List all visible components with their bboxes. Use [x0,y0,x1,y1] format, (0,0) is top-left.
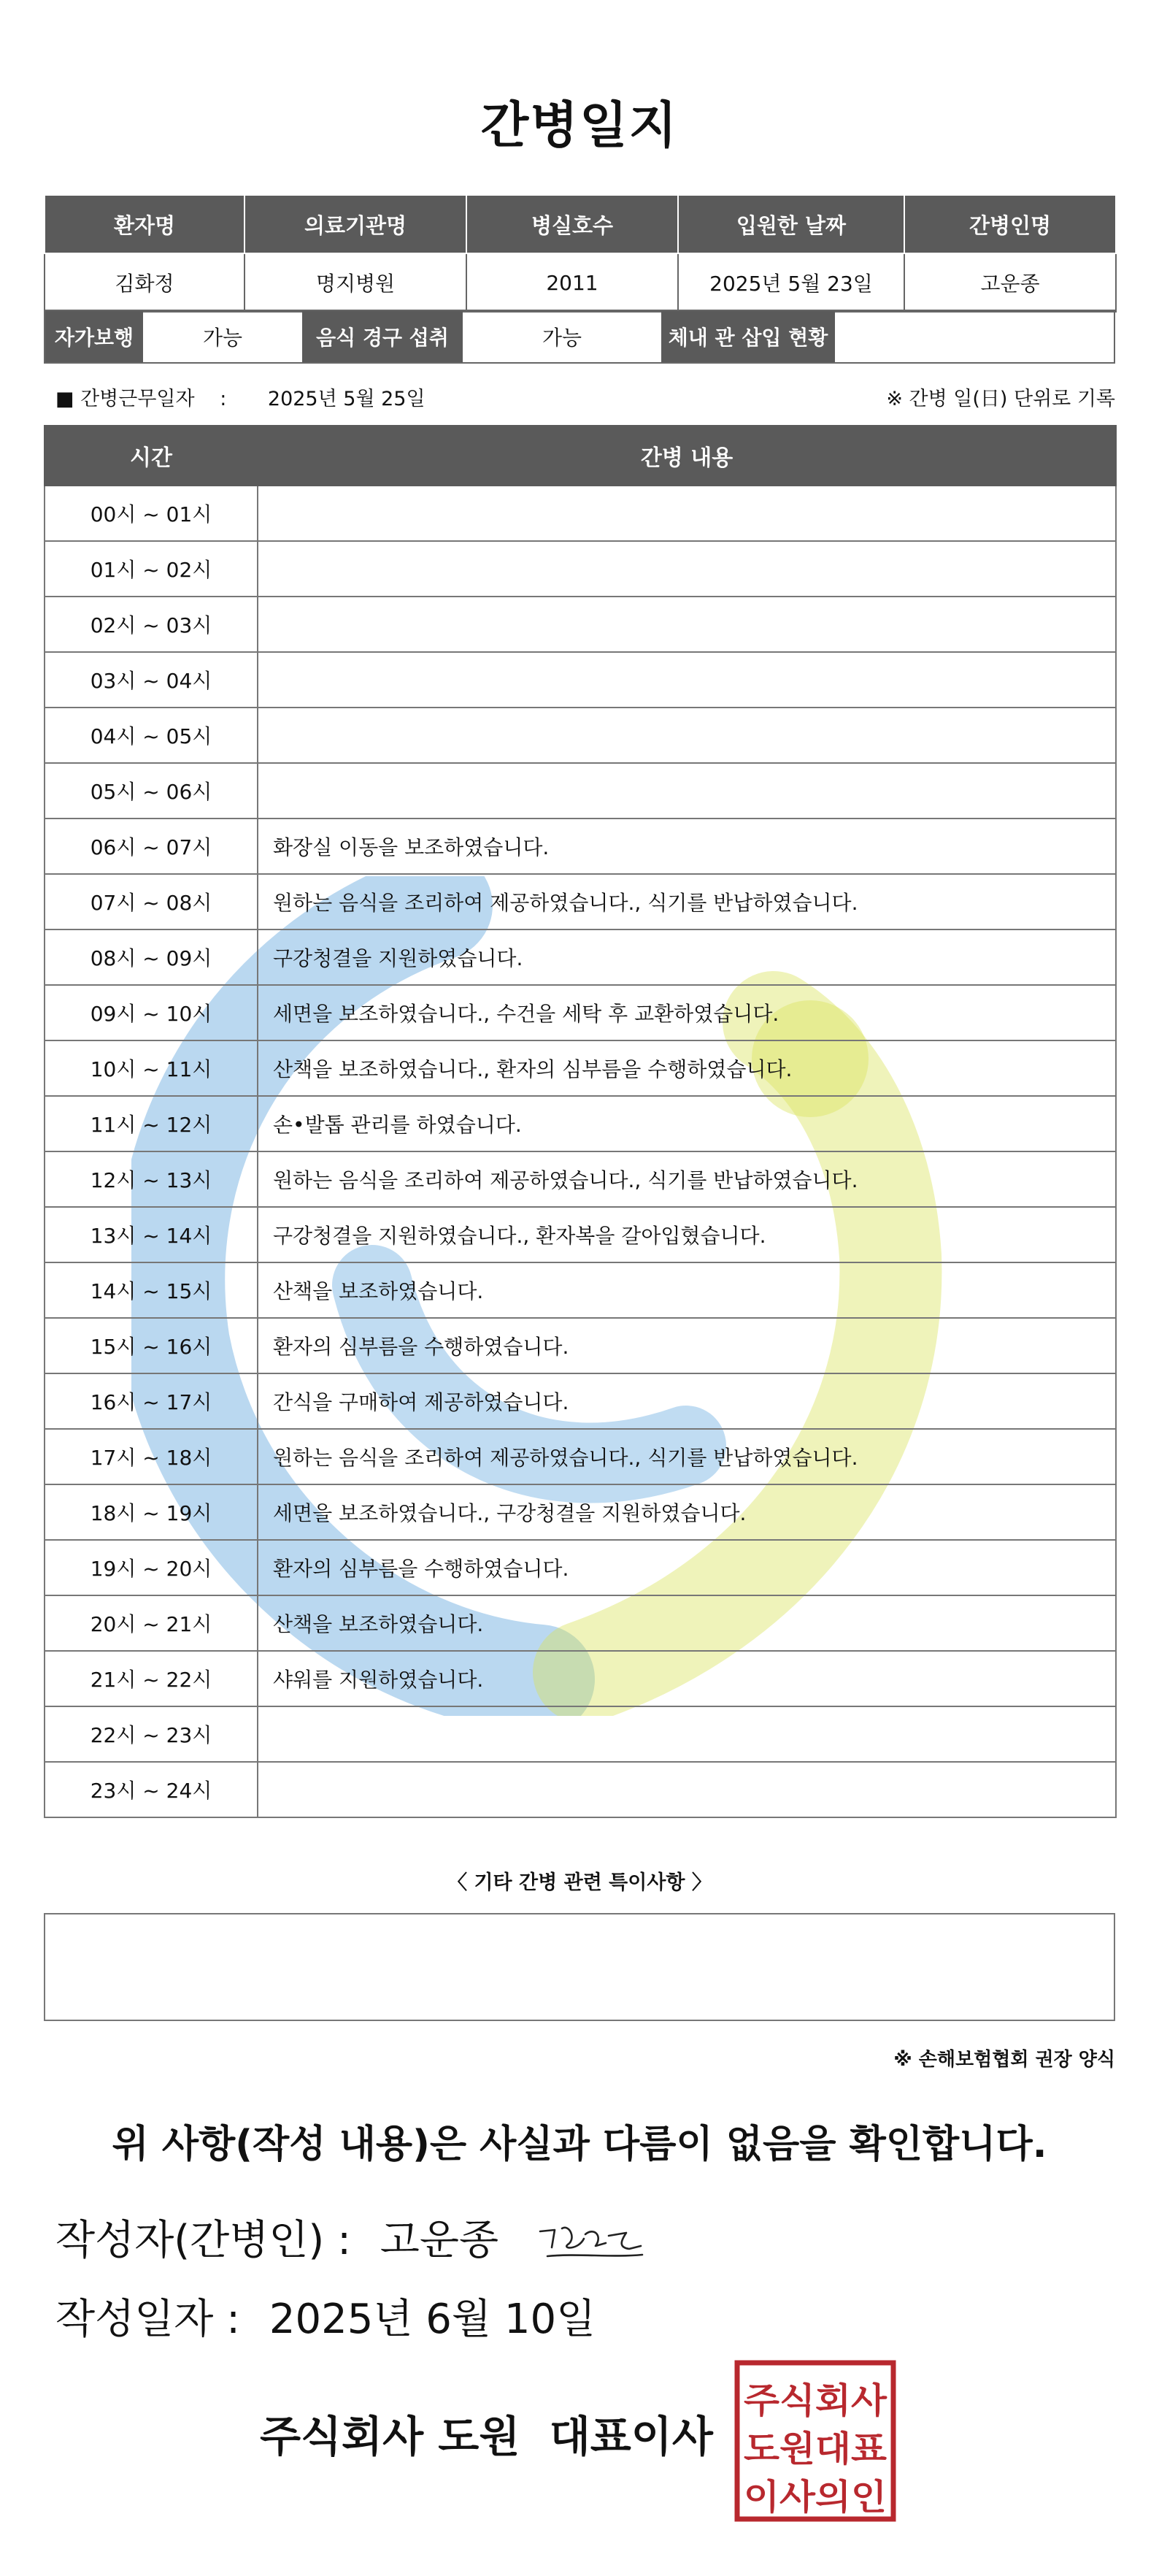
row-content: 화장실 이동을 보조하였습니다. [258,819,1116,874]
work-date-sep: : [220,388,227,410]
unit-note: ※ 간병 일(日) 단위로 기록 [886,388,1115,410]
table-row [45,708,1116,763]
table-row [45,929,1116,985]
room-value: 2011 [466,253,678,312]
company-signature: 주식회사 도원 대표이사 [260,2412,713,2461]
row-time: 14시 ~ 15시 [45,1262,258,1318]
row-time: 20시 ~ 21시 [45,1595,258,1651]
row-content: 구강청결을 지원하였습니다., 환자복을 갈아입혔습니다. [258,1207,1116,1262]
hospital-value: 명지병원 [244,253,466,312]
page-title: 간병일지 [480,97,679,155]
row-time: 04시 ~ 05시 [45,708,258,763]
row-time: 08시 ~ 09시 [45,929,258,985]
seal-line-2: 도원대표 [744,2429,887,2469]
signature-icon [533,2217,650,2268]
table-row [45,763,1116,819]
table-row [45,541,1116,597]
company-seal-icon [734,2360,896,2522]
row-content [258,763,1116,819]
writer-label: 작성자(간병인) : [55,2217,351,2264]
care-log-rows [45,486,1116,1817]
header-patient-name: 환자명 [45,195,244,253]
table-row [45,1151,1116,1207]
row-content: 산책을 보조하였습니다. [258,1262,1116,1318]
table-row [45,1540,1116,1595]
row-time: 10시 ~ 11시 [45,1040,258,1096]
header-caregiver: 간병인명 [904,195,1116,253]
row-time: 21시 ~ 22시 [45,1651,258,1706]
row-content: 환자의 심부름을 수행하였습니다. [258,1540,1116,1595]
header-admission-date: 입원한 날짜 [678,195,904,253]
row-content: 산책을 보조하였습니다., 환자의 심부름을 수행하였습니다. [258,1040,1116,1096]
table-row [45,1040,1116,1096]
table-row [45,1706,1116,1762]
tube-label: 체내 관 삽입 현황 [661,311,835,362]
row-content [258,1762,1116,1817]
row-content: 원하는 음식을 조리하여 제공하였습니다., 식기를 반납하였습니다. [258,1429,1116,1484]
row-time: 05시 ~ 06시 [45,763,258,819]
table-row [45,819,1116,874]
table-row [45,486,1116,541]
row-time: 22시 ~ 23시 [45,1706,258,1762]
row-time: 09시 ~ 10시 [45,985,258,1040]
header-room: 병실호수 [466,195,678,253]
row-content: 원하는 음식을 조리하여 제공하였습니다., 식기를 반납하였습니다. [258,1151,1116,1207]
row-content: 원하는 음식을 조리하여 제공하였습니다., 식기를 반납하였습니다. [258,874,1116,929]
row-time: 19시 ~ 20시 [45,1540,258,1595]
row-time: 17시 ~ 18시 [45,1429,258,1484]
tube-value [835,311,1114,362]
table-row [45,1484,1116,1540]
table-row [45,985,1116,1040]
table-row [45,1373,1116,1429]
table-row [45,1096,1116,1151]
row-content [258,541,1116,597]
notes-heading: 〈 기타 간병 관련 특이사항 〉 [447,1871,712,1894]
row-time: 01시 ~ 02시 [45,541,258,597]
row-content: 세면을 보조하였습니다., 구강청결을 지원하였습니다. [258,1484,1116,1540]
row-time: 15시 ~ 16시 [45,1318,258,1373]
patient-name-value: 김화정 [45,253,244,312]
row-time: 13시 ~ 14시 [45,1207,258,1262]
row-content: 샤워를 지원하였습니다. [258,1651,1116,1706]
confirmation-statement: 위 사항(작성 내용)은 사실과 다름이 없음을 확인합니다. [112,2123,1047,2166]
row-content [258,597,1116,652]
table-row [45,1762,1116,1817]
writer-name: 고운종 [380,2217,499,2264]
work-date-value: 2025년 5월 25일 [267,388,426,410]
row-time: 11시 ~ 12시 [45,1096,258,1151]
notes-box [44,1913,1115,2021]
walk-value: 가능 [202,326,243,350]
row-content: 산책을 보조하였습니다. [258,1595,1116,1651]
writer-line [55,2208,498,2266]
row-content [258,486,1116,541]
written-date-value: 2025년 6월 10일 [269,2296,596,2343]
patient-info-table [44,194,1117,313]
admission-date-value: 2025년 5월 23일 [678,253,904,312]
seal-line-3: 이사의인 [744,2477,887,2518]
written-date-line [55,2287,596,2345]
header-content: 간병 내용 [258,426,1116,486]
care-log-table [44,425,1117,1818]
table-row [45,1318,1116,1373]
work-date-label: ■ 간병근무일자 [55,388,195,410]
table-row [45,597,1116,652]
header-hospital: 의료기관명 [244,195,466,253]
written-date-label: 작성일자 : [55,2296,241,2343]
recommendation-note: ※ 손해보험협회 권장 양식 [893,2049,1115,2071]
row-content: 간식을 구매하여 제공하였습니다. [258,1373,1116,1429]
row-content: 손•발톱 관리를 하였습니다. [258,1096,1116,1151]
table-row [45,1262,1116,1318]
row-content: 세면을 보조하였습니다., 수건을 세탁 후 교환하였습니다. [258,985,1116,1040]
row-time: 12시 ~ 13시 [45,1151,258,1207]
table-row [45,1651,1116,1706]
row-time: 16시 ~ 17시 [45,1373,258,1429]
row-time: 03시 ~ 04시 [45,652,258,708]
row-content: 환자의 심부름을 수행하였습니다. [258,1318,1116,1373]
row-time: 23시 ~ 24시 [45,1762,258,1817]
caregiver-value: 고운종 [904,253,1116,312]
oral-intake-label: 음식 경구 섭취 [302,311,463,362]
table-row [45,652,1116,708]
row-time: 00시 ~ 01시 [45,486,258,541]
row-content [258,708,1116,763]
seal-line-1: 주식회사 [744,2380,887,2421]
row-time: 02시 ~ 03시 [45,597,258,652]
table-row [45,874,1116,929]
table-row [45,1429,1116,1484]
header-time: 시간 [45,426,258,486]
row-content: 구강청결을 지원하였습니다. [258,929,1116,985]
patient-status-row [44,310,1115,364]
work-date [55,383,426,411]
oral-intake-value: 가능 [542,326,582,350]
row-time: 06시 ~ 07시 [45,819,258,874]
row-time: 18시 ~ 19시 [45,1484,258,1540]
row-content [258,1706,1116,1762]
table-row [45,1595,1116,1651]
row-content [258,652,1116,708]
walk-label: 자가보행 [45,311,143,362]
table-row [45,1207,1116,1262]
row-time: 07시 ~ 08시 [45,874,258,929]
